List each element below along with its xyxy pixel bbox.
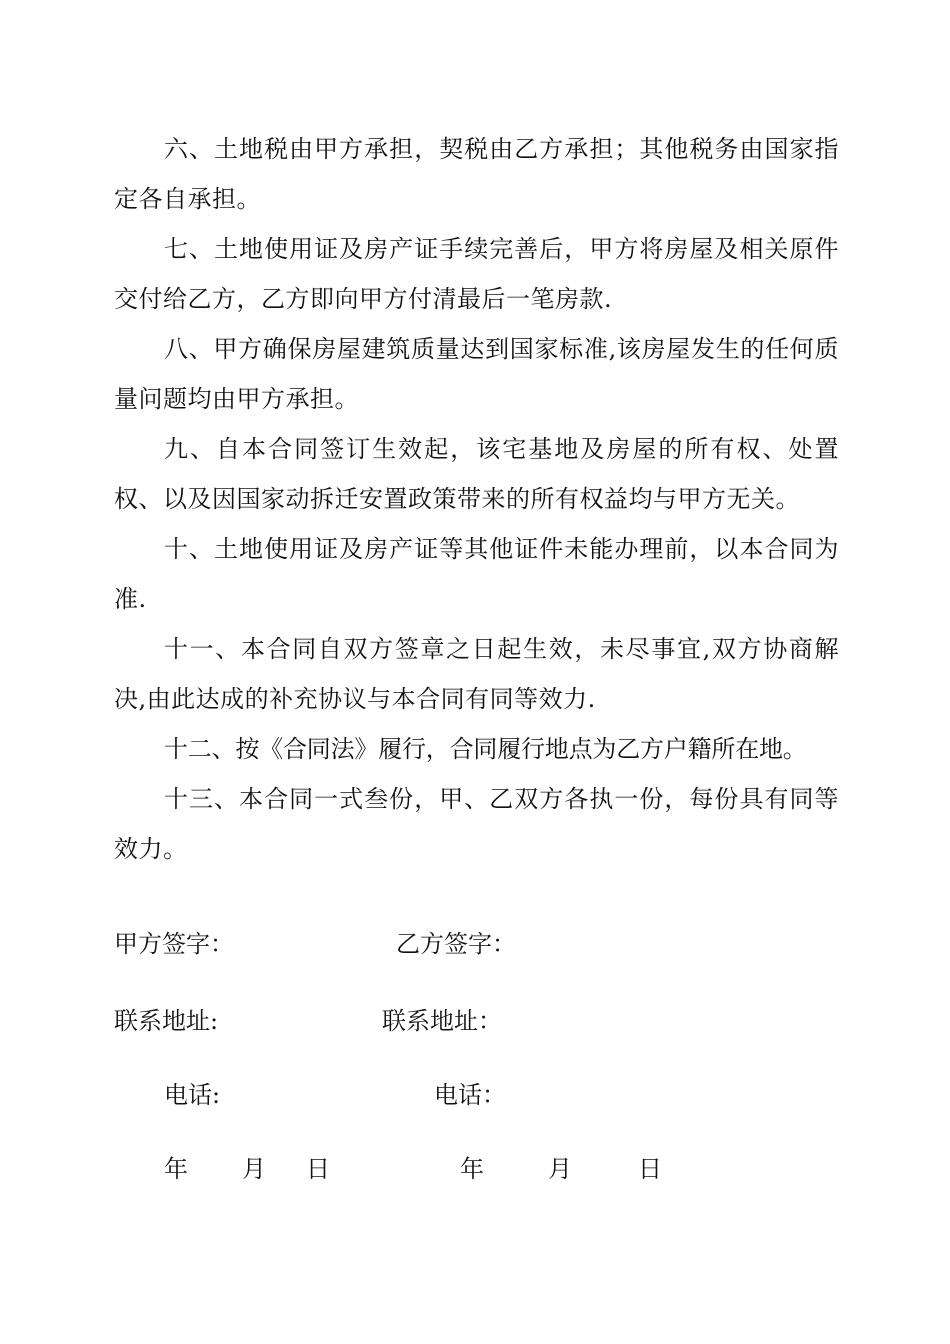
party-b-date-month: 月 (548, 1155, 572, 1183)
party-b-date-day: 日 (638, 1155, 662, 1183)
address-row (0, 1006, 950, 1036)
clause-8: 八、甲方确保房屋建筑质量达到国家标准,该房屋发生的任何质量问题均由甲方承担。 (114, 335, 839, 413)
contract-clauses (114, 124, 839, 874)
clause-12: 十二、按《合同法》履行，合同履行地点为乙方户籍所在地。 (164, 735, 807, 763)
clause-7: 七、土地使用证及房产证手续完善后，甲方将房屋及相关原件交付给乙方，乙方即向甲方付清最后一笔房款. (114, 235, 839, 313)
clause-6: 六、土地税由甲方承担，契税由乙方承担；其他税务由国家指定各自承担。 (114, 135, 839, 213)
party-b-address-label: 联系地址： (382, 1007, 502, 1035)
clause-13: 十三、本合同一式叁份，甲、乙双方各执一份，每份具有同等效力。 (114, 785, 839, 863)
clause-9: 九、自本合同签订生效起，该宅基地及房屋的所有权、处置权、以及因国家动拆迁安置政策带来的所有权益均与甲方无关。 (114, 435, 839, 513)
phone-row (0, 1080, 950, 1110)
clause-10: 十、土地使用证及房产证等其他证件未能办理前，以本合同为准. (114, 535, 839, 613)
party-a-phone-label: 电话: (164, 1081, 221, 1109)
party-b-date-year: 年 (460, 1155, 484, 1183)
party-a-date-year: 年 (164, 1155, 188, 1183)
party-a-address-label: 联系地址: (114, 1007, 219, 1035)
clause-11: 十一、本合同自双方签章之日起生效，未尽事宜,双方协商解决,由此达成的补充协议与本合同有同等效力. (114, 635, 839, 713)
date-row (0, 1154, 950, 1184)
party-a-signature-label: 甲方签字： (114, 930, 234, 958)
signature-row (0, 929, 950, 959)
party-a-date-month: 月 (242, 1155, 266, 1183)
party-a-date-day: 日 (306, 1155, 330, 1183)
party-b-signature-label: 乙方签字： (396, 930, 516, 958)
party-b-phone-label: 电话： (434, 1081, 506, 1109)
